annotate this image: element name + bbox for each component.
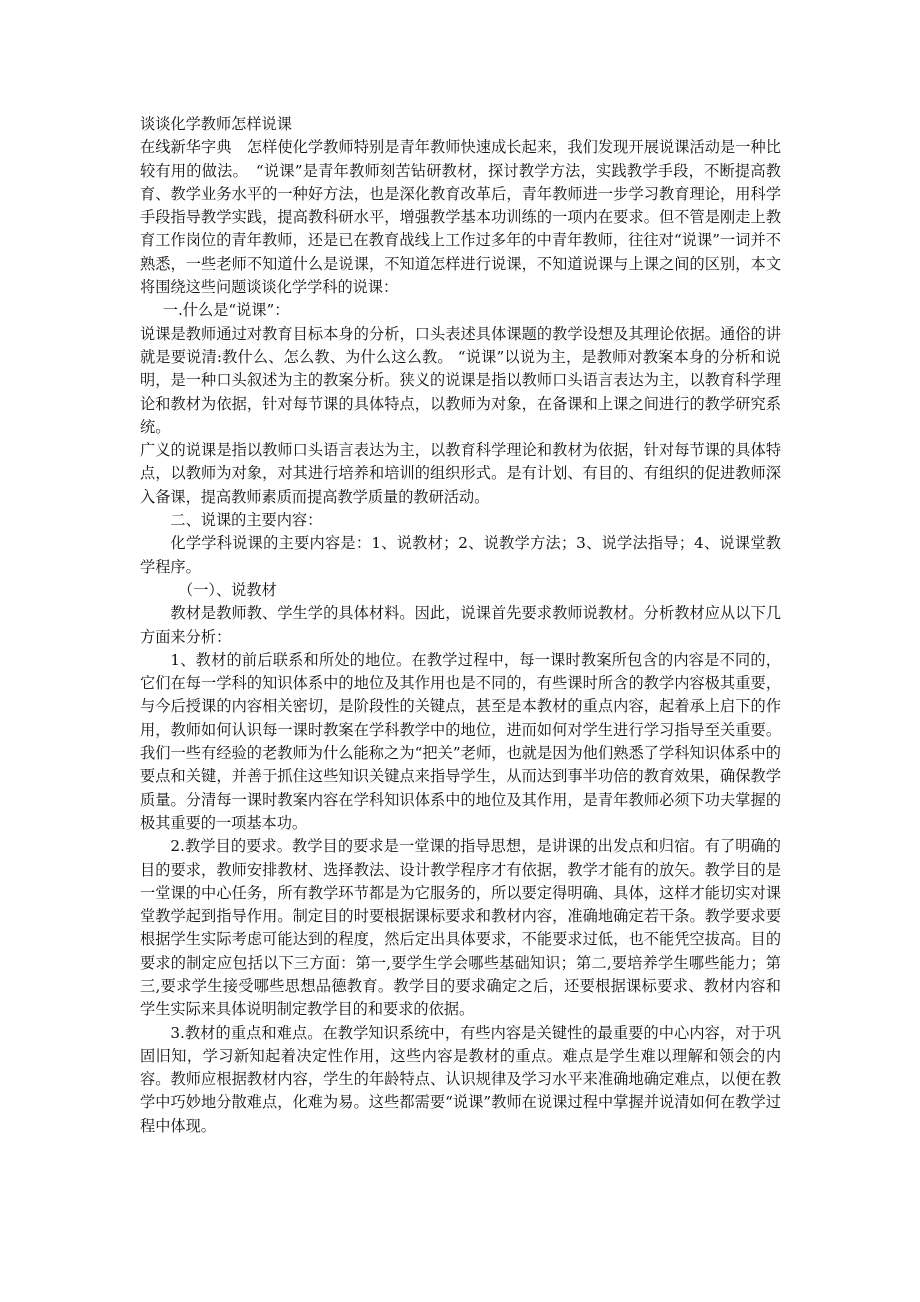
document-page: [140, 113, 781, 1138]
paragraph-main-content: 化学学科说课的主要内容是：1、说教材；2、说教学方法；3、说学法指导；4、说课堂教学程序。: [140, 534, 781, 576]
section-heading-main-content: 二、说课的主要内容：: [170, 511, 323, 530]
paragraph-point-1: 1、教材的前后联系和所处的地位。在教学过程中，每一课时教案所包含的内容是不同的，它们在每一学科的知识体系中的地位及其作用也是不同的，有些课时所含的教学内容极其重要，与今后授课的内容相关密切，是阶段性的关键点，甚至是本教材的重点内容，起着承上启下的作用，教师如何认识每一课时教案在学科教学中的地位，进而如何对学生进行学习指导至关重要。我们一些有经验的老教师为什么能称之为“把关”老师，也就是因为他们熟悉了学科知识体系中的要点和关键，并善于抓住这些知识关键点来指导学生，从而达到事半功倍的教育效果，确保教学质量。分清每一课时教案内容在学科知识体系中的地位及其作用，是青年教师必须下功夫掌握的极其重要的一项基本功。: [140, 650, 781, 832]
subsection-heading-textbook: （一）、说教材: [178, 580, 277, 599]
paragraph-intro: 在线新华字典 怎样使化学教师特别是青年教师快速成长起来，我们发现开展说课活动是一种比较有用的做法。 “说课”是青年教师刻苦钻研教材，探讨教学方法，实践教学手段，不断提高教育、教学业务水平的一种好方法，也是深化教育改革后，青年教师进一步学习教育理论，用科学手段指导教学实践，提高教科研水平，增强教学基本功训练的一项内在要求。但不管是刚走上教育工作岗位的青年教师，还是已在教育战线上工作过多年的中青年教师，往往对“说课”一词并不熟悉，一些老师不知道什么是说课，不知道怎样进行说课，不知道说课与上课之间的区别，本文将围绕这些问题谈谈化学学科的说课：: [140, 138, 781, 297]
section-heading-what-is-shuoke: 一.什么是“说课”：: [162, 301, 290, 320]
document-title: 谈谈化学教师怎样说课: [140, 115, 292, 133]
paragraph-point-2: 2.教学目的要求。教学目的要求是一堂课的指导思想，是讲课的出发点和归宿。有了明确的目的要求，教师安排教材、选择教法、设计教学程序才有依据，教学才能有的放矢。教学目的是一堂课的中心任务，所有教学环节都是为它服务的，所以要定得明确、具体，这样才能切实对课堂教学起到指导作用。制定目的时要根据课标要求和教材内容，准确地确定若干条。教学要求要根据学生实际考虑可能达到的程度，然后定出具体要求，不能要求过低，也不能凭空拔高。目的要求的制定应包括以下三方面：第一,要学生学会哪些基础知识；第二,要培养学生哪些能力；第三,要求学生接受哪些思想品德教育。教学目的要求确定之后，还要根据课标要求、教材内容和学生实际来具体说明制定教学目的和要求的依据。: [140, 837, 781, 1019]
paragraph-point-3: 3.教材的重点和难点。在教学知识系统中，有些内容是关键性的最重要的中心内容，对于巩固旧知，学习新知起着决定性作用，这些内容是教材的重点。难点是学生难以理解和领会的内容。教师应根据教材内容，学生的年龄特点、认识规律及学习水平来准确地确定难点，以便在教学中巧妙地分散难点，化难为易。这些都需要“说课”教师在说课过程中掌握并说清如何在教学过程中体现。: [140, 1023, 781, 1135]
paragraph-textbook-intro: 教材是教师教、学生学的具体材料。因此，说课首先要求教师说教材。分析教材应从以下几方面来分析：: [140, 604, 781, 646]
paragraph-broad-definition: 广义的说课是指以教师口头语言表达为主，以教育科学理论和教材为依据，针对每节课的具体特点，以教师为对象，对其进行培养和培训的组织形式。是有计划、有目的、有组织的促进教师深入备课，提高教师素质而提高教学质量的教研活动。: [140, 441, 781, 506]
paragraph-definition: 说课是教师通过对教育目标本身的分析，口头表述具体课题的教学设想及其理论依据。通俗的讲就是要说清:教什么、怎么教、为什么这么教。 “说课”以说为主，是教师对教案本身的分析和说明，是一种口头叙述为主的教案分析。狭义的说课是指以教师口头语言表达为主，以教育科学理论和教材为依据，针对每节课的具体特点，以教师为对象，在备课和上课之间进行的教学研究系统。: [140, 324, 781, 436]
